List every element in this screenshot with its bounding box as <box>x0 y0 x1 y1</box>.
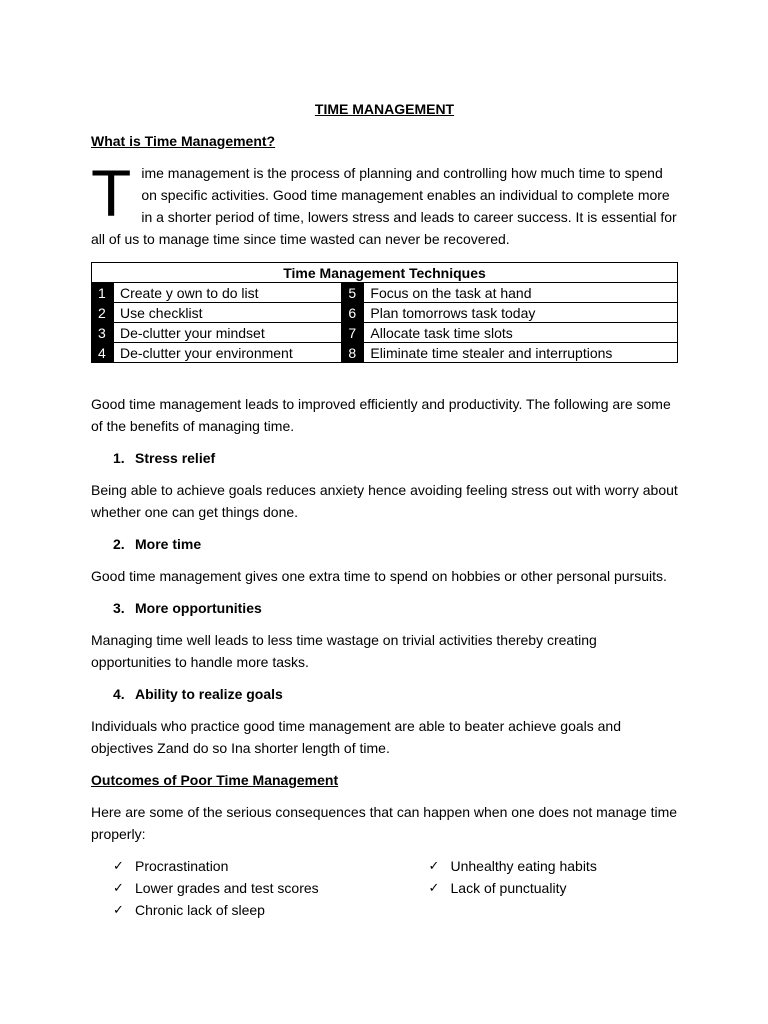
benefits-intro: Good time management leads to improved efficiently and productivity. The following are some of the benefits of managing time. <box>91 396 671 434</box>
technique-text: Focus on the task at hand <box>364 283 678 303</box>
technique-number: 7 <box>342 323 364 343</box>
technique-text: Create y own to do list <box>114 283 342 303</box>
list-item <box>113 899 385 921</box>
outcome-text: Chronic lack of sleep <box>135 902 265 918</box>
technique-text: Plan tomorrows task today <box>364 303 678 323</box>
technique-number: 4 <box>92 343 114 363</box>
technique-number: 6 <box>342 303 364 323</box>
checkmark-icon: ✓ <box>113 880 124 895</box>
table-row <box>92 323 678 343</box>
technique-text: Use checklist <box>114 303 342 323</box>
benefit-heading <box>91 597 678 619</box>
checkmark-icon: ✓ <box>113 902 124 917</box>
outcome-text: Lower grades and test scores <box>135 880 319 896</box>
outcomes-intro: Here are some of the serious consequences that can happen when one does not manage time properly: <box>91 804 678 842</box>
technique-number: 5 <box>342 283 364 303</box>
technique-text: Allocate task time slots <box>364 323 678 343</box>
list-item <box>113 855 385 877</box>
benefit-heading <box>91 447 678 469</box>
benefit-text: Individuals who practice good time management are able to beater achieve goals and objectives Zand do so Ina shorter length of time. <box>91 718 621 756</box>
benefit-title: More opportunities <box>135 600 262 616</box>
outcomes-left-column <box>91 855 385 921</box>
intro-paragraph <box>91 156 678 250</box>
technique-number: 1 <box>92 283 114 303</box>
benefit-title: More time <box>135 536 202 552</box>
techniques-table <box>91 262 678 363</box>
benefit-heading <box>91 533 678 555</box>
benefit-number: 2. <box>113 536 125 552</box>
checkmark-icon: ✓ <box>113 858 124 873</box>
technique-number: 2 <box>92 303 114 323</box>
list-item <box>113 877 385 899</box>
intro-text: ime management is the process of planning and controlling how much time to spend on specific activities. Good time management enables an individual to complete more in a shorter period of time, lowers stress and leads to career success. It is essential for all of us to manage time since time wasted can never be recovered. <box>91 165 677 247</box>
benefit-text: Managing time well leads to less time wastage on trivial activities thereby creating opportunities to handle more tasks. <box>91 632 597 670</box>
benefit-text: Good time management gives one extra time to spend on hobbies or other personal pursuits. <box>91 568 667 584</box>
benefit-title: Stress relief <box>135 450 216 466</box>
outcome-text: Unhealthy eating habits <box>450 858 597 874</box>
drop-cap: T <box>91 156 132 230</box>
outcomes-right-column <box>385 855 679 921</box>
outcome-text: Lack of punctuality <box>450 880 567 896</box>
table-row <box>92 283 678 303</box>
document-title: TIME MANAGEMENT <box>314 101 455 117</box>
benefit-number: 1. <box>113 450 125 466</box>
table-row <box>92 343 678 363</box>
benefit-number: 3. <box>113 600 125 616</box>
techniques-table-header: Time Management Techniques <box>92 263 678 283</box>
checkmark-icon: ✓ <box>428 858 440 873</box>
benefit-title: Ability to realize goals <box>135 686 283 702</box>
benefit-text: Being able to achieve goals reduces anxiety hence avoiding feeling stress out with worry about whether one can get things done. <box>91 482 678 520</box>
document-page <box>91 98 678 921</box>
technique-text: De-clutter your mindset <box>114 323 342 343</box>
checkmark-icon: ✓ <box>428 880 440 895</box>
table-row <box>92 303 678 323</box>
technique-text: Eliminate time stealer and interruptions <box>364 343 678 363</box>
outcomes-lists <box>91 855 678 921</box>
technique-number: 8 <box>342 343 364 363</box>
outcomes-heading: Outcomes of Poor Time Management <box>91 772 339 788</box>
benefit-heading <box>91 683 678 705</box>
list-item <box>429 877 679 899</box>
technique-text: De-clutter your environment <box>114 343 342 363</box>
what-heading: What is Time Management? <box>91 133 276 149</box>
technique-number: 3 <box>92 323 114 343</box>
outcome-text: Procrastination <box>135 858 229 874</box>
benefit-number: 4. <box>113 686 125 702</box>
spacer <box>91 363 678 393</box>
list-item <box>429 855 679 877</box>
